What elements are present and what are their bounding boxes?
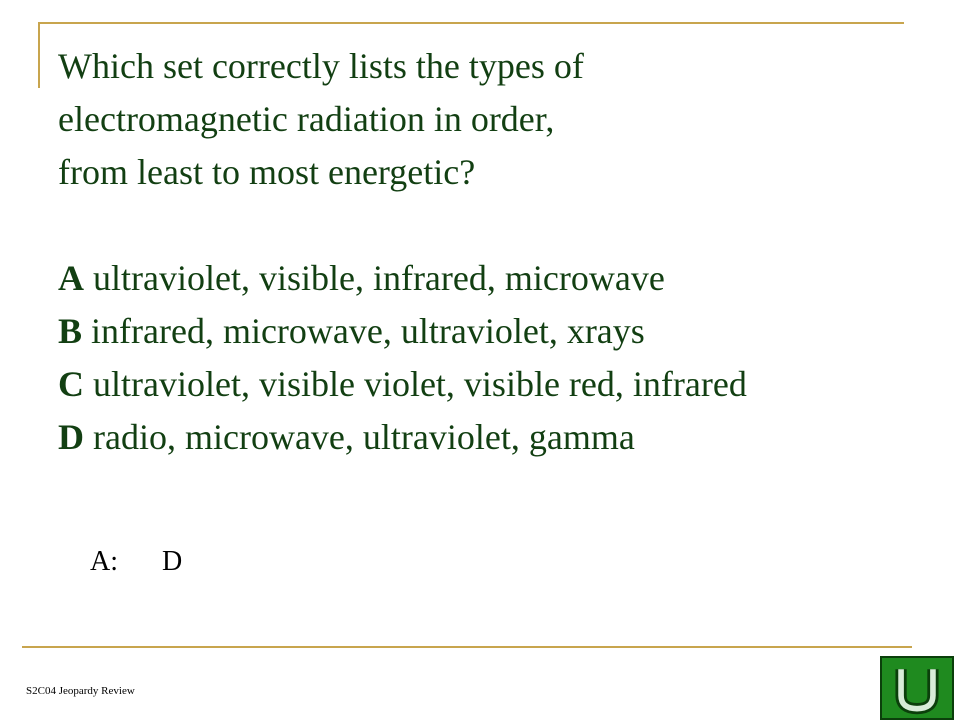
option-c-text: ultraviolet, visible violet, visible red, infrared: [84, 364, 747, 404]
question-line-2: electromagnetic radiation in order,: [58, 99, 555, 139]
option-a-letter: A: [58, 258, 84, 298]
top-divider: [40, 22, 904, 24]
footer-text: S2C04 Jeopardy Review: [26, 685, 135, 697]
question-block: [58, 40, 918, 464]
return-home-button[interactable]: [880, 656, 954, 720]
bottom-divider: [22, 646, 912, 648]
option-b-letter: B: [58, 311, 83, 351]
u-turn-return-icon: [882, 658, 952, 718]
question-spacer: [58, 199, 918, 252]
answer-value: D: [162, 546, 183, 577]
option-c-letter: C: [58, 364, 84, 404]
option-d-text: radio, microwave, ultraviolet, gamma: [84, 417, 635, 457]
option-b: [58, 305, 918, 358]
option-a-text: ultraviolet, visible, infrared, microwave: [84, 258, 665, 298]
option-a: [58, 252, 918, 305]
option-d-letter: D: [58, 417, 84, 457]
answer-label: A:: [90, 546, 118, 577]
option-b-text: infrared, microwave, ultraviolet, xrays: [82, 311, 645, 351]
question-line-1: Which set correctly lists the types of: [58, 46, 584, 86]
left-divider: [38, 22, 40, 88]
option-c: [58, 358, 918, 411]
question-line-3: from least to most energetic?: [58, 152, 476, 192]
option-d: [58, 411, 918, 464]
